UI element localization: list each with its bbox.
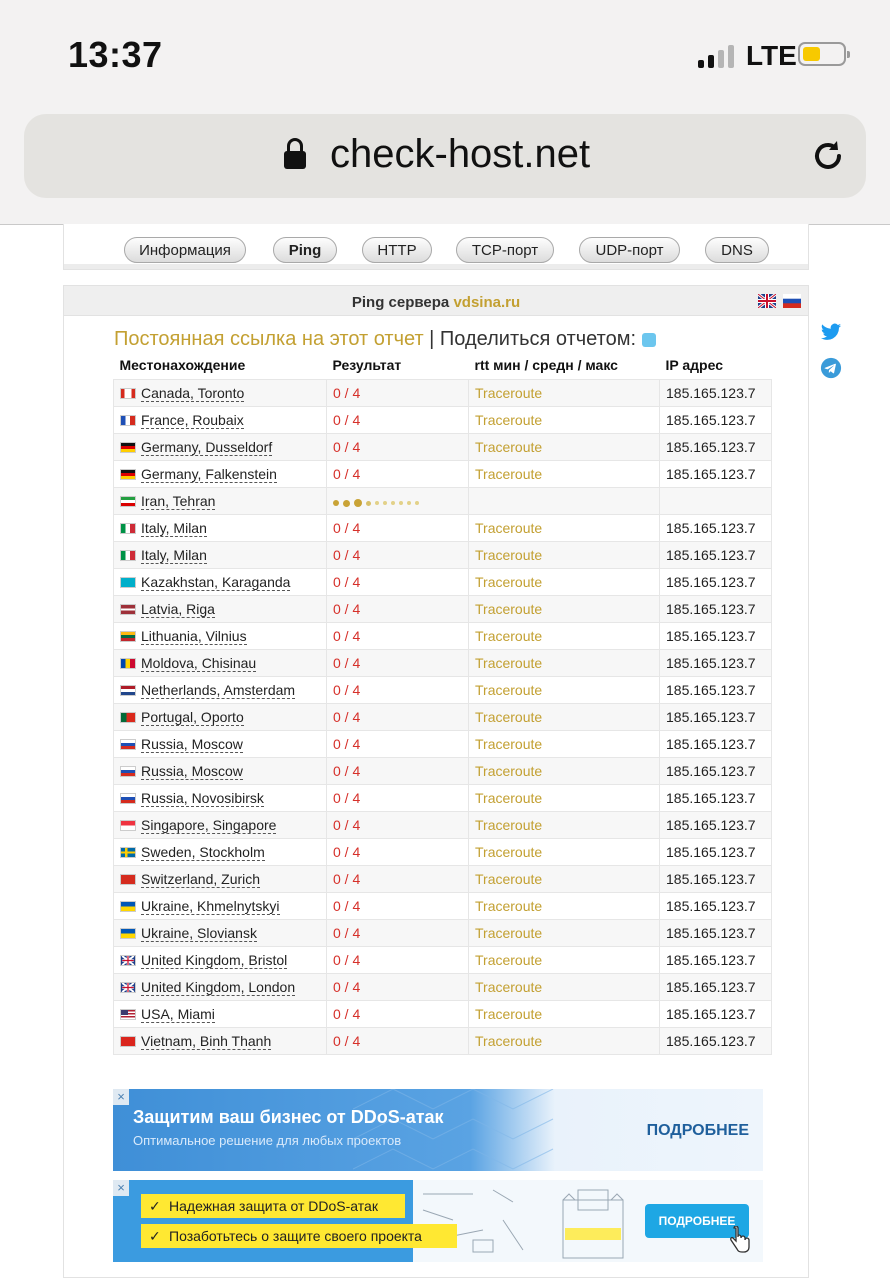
kazakhstan-flag-icon [120, 577, 136, 588]
ip-address-cell: 185.165.123.7 [660, 731, 772, 758]
result-cell: 0 / 4 [327, 1028, 469, 1055]
twitter-share-icon[interactable] [642, 333, 656, 347]
table-row [114, 974, 772, 1001]
result-cell: 0 / 4 [327, 974, 469, 1001]
location-name[interactable]: France, Roubaix [141, 412, 244, 428]
ukraine-flag-icon [120, 928, 136, 939]
table-row [114, 542, 772, 569]
location-name[interactable]: Germany, Falkenstein [141, 466, 277, 482]
ip-address-cell: 185.165.123.7 [660, 920, 772, 947]
portugal-flag-icon [120, 712, 136, 723]
canada-flag-icon [120, 388, 136, 399]
location-name[interactable]: USA, Miami [141, 1006, 215, 1022]
report-header [64, 286, 808, 316]
ad-banner-protection[interactable] [113, 1180, 763, 1262]
report-title-prefix: Ping сервера [351, 294, 450, 311]
result-cell: 0 / 4 [327, 677, 469, 704]
tab-info[interactable]: Информация [124, 237, 246, 263]
location-name[interactable]: Canada, Toronto [141, 385, 245, 401]
italy-flag-icon [120, 550, 136, 561]
result-cell: 0 / 4 [327, 704, 469, 731]
vietnam-flag-icon [120, 1036, 136, 1047]
table-row [114, 866, 772, 893]
report-host[interactable]: vdsina.ru [453, 294, 521, 311]
report-title [64, 294, 808, 311]
ip-address-cell: 185.165.123.7 [660, 380, 772, 407]
germany-flag-icon [120, 469, 136, 480]
lock-icon [284, 138, 306, 172]
table-row [114, 407, 772, 434]
result-cell: 0 / 4 [327, 434, 469, 461]
ad-bullet-2: ✓ Позаботьтесь о защите своего проекта [141, 1224, 457, 1248]
browser-toolbar [0, 100, 890, 225]
traceroute-link[interactable]: Traceroute [469, 947, 660, 974]
ad-subtitle: Оптимальное решение для любых проектов [133, 1133, 402, 1148]
table-row [114, 434, 772, 461]
lithuania-flag-icon [120, 631, 136, 642]
table-row [114, 1001, 772, 1028]
tab-ping[interactable]: Ping [273, 237, 337, 263]
ip-address-cell: 185.165.123.7 [660, 704, 772, 731]
location-cell[interactable] [114, 893, 327, 920]
traceroute-link[interactable]: Traceroute [469, 839, 660, 866]
location-cell[interactable] [114, 731, 327, 758]
location-cell[interactable] [114, 1028, 327, 1055]
location-cell[interactable] [114, 947, 327, 974]
traceroute-link[interactable]: Traceroute [469, 920, 660, 947]
url-text[interactable]: check-host.net [330, 132, 591, 176]
ip-address-cell: 185.165.123.7 [660, 893, 772, 920]
traceroute-link[interactable]: Traceroute [469, 623, 660, 650]
location-cell[interactable] [114, 785, 327, 812]
traceroute-link [469, 488, 660, 515]
location-cell[interactable] [114, 623, 327, 650]
location-cell[interactable] [114, 920, 327, 947]
table-row [114, 812, 772, 839]
table-row [114, 893, 772, 920]
cellular-signal-icon [698, 44, 738, 68]
network-type: LTE [746, 40, 797, 71]
location-cell[interactable] [114, 488, 327, 515]
ad-more-button[interactable]: ПОДРОБНЕЕ [646, 1122, 749, 1139]
location-cell[interactable] [114, 812, 327, 839]
iran-flag-icon [120, 496, 136, 507]
location-cell[interactable] [114, 974, 327, 1001]
location-cell[interactable] [114, 515, 327, 542]
column-header-rtt: rtt мин / средн / макс [474, 357, 618, 373]
location-cell[interactable] [114, 380, 327, 407]
netherlands-flag-icon [120, 685, 136, 696]
location-name[interactable]: Vietnam, Binh Thanh [141, 1033, 272, 1049]
permalink-link[interactable]: Постоянная ссылка на этот отчет [114, 328, 424, 350]
traceroute-link[interactable]: Traceroute [469, 434, 660, 461]
ip-address-cell: 185.165.123.7 [660, 785, 772, 812]
ip-address-cell: 185.165.123.7 [660, 542, 772, 569]
location-name[interactable]: Ukraine, Khmelnytskyi [141, 898, 280, 914]
cursor-hand-icon [729, 1226, 751, 1254]
traceroute-link[interactable]: Traceroute [469, 866, 660, 893]
ip-address-cell: 185.165.123.7 [660, 434, 772, 461]
russia-flag-icon [120, 766, 136, 777]
result-cell: 0 / 4 [327, 920, 469, 947]
permalink-line [114, 328, 656, 351]
traceroute-link[interactable]: Traceroute [469, 596, 660, 623]
results-body [114, 380, 772, 1055]
location-name[interactable]: Kazakhstan, Karaganda [141, 574, 291, 590]
twitter-icon[interactable] [820, 321, 842, 343]
result-cell: 0 / 4 [327, 542, 469, 569]
ip-address-cell: 185.165.123.7 [660, 650, 772, 677]
status-bar [0, 0, 890, 100]
result-cell: 0 / 4 [327, 866, 469, 893]
result-cell: 0 / 4 [327, 812, 469, 839]
ip-address-cell [660, 488, 772, 515]
ad-more-button[interactable]: ПОДРОБНЕЕ [645, 1204, 749, 1238]
result-cell: 0 / 4 [327, 785, 469, 812]
loading-dots-icon [333, 499, 419, 507]
tool-menu [63, 224, 809, 270]
result-cell: 0 / 4 [327, 407, 469, 434]
english-flag-icon[interactable] [758, 294, 776, 308]
location-name[interactable]: Russia, Novosibirsk [141, 790, 264, 806]
ip-address-cell: 185.165.123.7 [660, 758, 772, 785]
tab-dns[interactable]: DNS [705, 237, 769, 263]
ip-address-cell: 185.165.123.7 [660, 677, 772, 704]
united-kingdom-flag-icon [120, 982, 136, 993]
table-row [114, 731, 772, 758]
switzerland-flag-icon [120, 874, 136, 885]
result-cell: 0 / 4 [327, 947, 469, 974]
location-cell[interactable] [114, 1001, 327, 1028]
location-cell[interactable] [114, 839, 327, 866]
ad-close-icon[interactable]: × [113, 1180, 129, 1196]
ad-illustration [413, 1180, 643, 1262]
table-row [114, 947, 772, 974]
location-name[interactable]: Italy, Milan [141, 547, 207, 563]
result-cell: 0 / 4 [327, 380, 469, 407]
ip-address-cell: 185.165.123.7 [660, 947, 772, 974]
share-label: Поделиться отчетом: [439, 328, 637, 350]
location-name[interactable]: Singapore, Singapore [141, 817, 277, 833]
table-header-row [114, 351, 772, 380]
table-row [114, 839, 772, 866]
ukraine-flag-icon [120, 901, 136, 912]
column-header-location: Местонахождение [119, 357, 246, 373]
location-name[interactable]: Sweden, Stockholm [141, 844, 265, 860]
singapore-flag-icon [120, 820, 136, 831]
location-cell[interactable] [114, 407, 327, 434]
traceroute-link[interactable]: Traceroute [469, 407, 660, 434]
russian-flag-icon[interactable] [783, 294, 801, 308]
table-row [114, 461, 772, 488]
ip-address-cell: 185.165.123.7 [660, 623, 772, 650]
ip-address-cell: 185.165.123.7 [660, 569, 772, 596]
traceroute-link[interactable]: Traceroute [469, 1028, 660, 1055]
address-bar[interactable] [24, 114, 866, 198]
traceroute-link[interactable]: Traceroute [469, 812, 660, 839]
table-row [114, 488, 772, 515]
russia-flag-icon [120, 739, 136, 750]
location-cell[interactable] [114, 866, 327, 893]
italy-flag-icon [120, 523, 136, 534]
column-header-ip: IP адрес [665, 357, 723, 373]
location-name[interactable]: Lithuania, Vilnius [141, 628, 247, 644]
location-name[interactable]: Netherlands, Amsterdam [141, 682, 296, 698]
traceroute-link[interactable]: Traceroute [469, 974, 660, 1001]
results-table [113, 351, 772, 1055]
location-cell[interactable] [114, 677, 327, 704]
result-cell: 0 / 4 [327, 731, 469, 758]
reload-icon[interactable] [808, 136, 848, 176]
result-cell: 0 / 4 [327, 461, 469, 488]
location-cell[interactable] [114, 461, 327, 488]
clock: 13:37 [68, 34, 163, 75]
table-row [114, 515, 772, 542]
location-name[interactable]: Ukraine, Sloviansk [141, 925, 257, 941]
latvia-flag-icon [120, 604, 136, 615]
ip-address-cell: 185.165.123.7 [660, 461, 772, 488]
ad-title: Защитим ваш бизнес от DDoS-атак [133, 1107, 444, 1127]
location-cell[interactable] [114, 434, 327, 461]
traceroute-link[interactable]: Traceroute [469, 542, 660, 569]
result-cell [327, 488, 469, 515]
location-cell[interactable] [114, 542, 327, 569]
location-name[interactable]: Latvia, Riga [141, 601, 215, 617]
location-name[interactable]: Italy, Milan [141, 520, 207, 536]
tab-udp-port[interactable]: UDP-порт [579, 237, 680, 263]
ip-address-cell: 185.165.123.7 [660, 596, 772, 623]
traceroute-link[interactable]: Traceroute [469, 515, 660, 542]
separator: | [423, 328, 440, 350]
telegram-icon[interactable] [820, 357, 842, 379]
ad-pattern [353, 1089, 583, 1171]
table-row [114, 920, 772, 947]
traceroute-link[interactable]: Traceroute [469, 1001, 660, 1028]
sweden-flag-icon [120, 847, 136, 858]
ad-banner-ddos[interactable] [113, 1089, 763, 1171]
traceroute-link[interactable]: Traceroute [469, 569, 660, 596]
traceroute-link[interactable]: Traceroute [469, 650, 660, 677]
united-kingdom-flag-icon [120, 955, 136, 966]
result-cell: 0 / 4 [327, 569, 469, 596]
ip-address-cell: 185.165.123.7 [660, 839, 772, 866]
table-row [114, 569, 772, 596]
location-name[interactable]: Moldova, Chisinau [141, 655, 257, 671]
tab-http[interactable]: HTTP [362, 237, 432, 263]
table-row [114, 650, 772, 677]
location-cell[interactable] [114, 596, 327, 623]
france-flag-icon [120, 415, 136, 426]
table-row [114, 785, 772, 812]
table-row [114, 677, 772, 704]
column-header-result: Результат [332, 357, 402, 373]
table-row [114, 758, 772, 785]
traceroute-link[interactable]: Traceroute [469, 758, 660, 785]
traceroute-link[interactable]: Traceroute [469, 785, 660, 812]
location-name[interactable]: Switzerland, Zurich [141, 871, 261, 887]
traceroute-link[interactable]: Traceroute [469, 731, 660, 758]
result-cell: 0 / 4 [327, 758, 469, 785]
result-cell: 0 / 4 [327, 1001, 469, 1028]
table-row [114, 704, 772, 731]
ip-address-cell: 185.165.123.7 [660, 812, 772, 839]
result-cell: 0 / 4 [327, 839, 469, 866]
location-cell[interactable] [114, 758, 327, 785]
location-cell[interactable] [114, 569, 327, 596]
ip-address-cell: 185.165.123.7 [660, 866, 772, 893]
location-name[interactable]: Russia, Moscow [141, 736, 243, 752]
traceroute-link[interactable]: Traceroute [469, 704, 660, 731]
location-name[interactable]: United Kingdom, Bristol [141, 952, 288, 968]
location-name[interactable]: Portugal, Oporto [141, 709, 244, 725]
table-row [114, 596, 772, 623]
traceroute-link[interactable]: Traceroute [469, 461, 660, 488]
result-cell: 0 / 4 [327, 893, 469, 920]
usa-flag-icon [120, 1009, 136, 1020]
germany-flag-icon [120, 442, 136, 453]
result-cell: 0 / 4 [327, 515, 469, 542]
traceroute-link[interactable]: Traceroute [469, 677, 660, 704]
result-cell: 0 / 4 [327, 623, 469, 650]
tab-tcp-port[interactable]: TCP-порт [456, 237, 554, 263]
location-name[interactable]: Germany, Dusseldorf [141, 439, 273, 455]
moldova-flag-icon [120, 658, 136, 669]
result-cell: 0 / 4 [327, 596, 469, 623]
table-row [114, 380, 772, 407]
location-name[interactable]: Iran, Tehran [141, 493, 216, 509]
location-name[interactable]: Russia, Moscow [141, 763, 243, 779]
ad-blue-band [113, 1180, 413, 1262]
table-row [114, 623, 772, 650]
ad-close-icon[interactable]: × [113, 1089, 129, 1105]
ip-address-cell: 185.165.123.7 [660, 407, 772, 434]
battery-icon [798, 42, 846, 66]
location-cell[interactable] [114, 650, 327, 677]
traceroute-link[interactable]: Traceroute [469, 893, 660, 920]
location-cell[interactable] [114, 704, 327, 731]
russia-flag-icon [120, 793, 136, 804]
location-name[interactable]: United Kingdom, London [141, 979, 296, 995]
ip-address-cell: 185.165.123.7 [660, 1001, 772, 1028]
ip-address-cell: 185.165.123.7 [660, 974, 772, 1001]
table-row [114, 1028, 772, 1055]
traceroute-link[interactable]: Traceroute [469, 380, 660, 407]
result-cell: 0 / 4 [327, 650, 469, 677]
ip-address-cell: 185.165.123.7 [660, 515, 772, 542]
ad-bullet-1: ✓ Надежная защита от DDoS-атак [141, 1194, 405, 1218]
ip-address-cell: 185.165.123.7 [660, 1028, 772, 1055]
